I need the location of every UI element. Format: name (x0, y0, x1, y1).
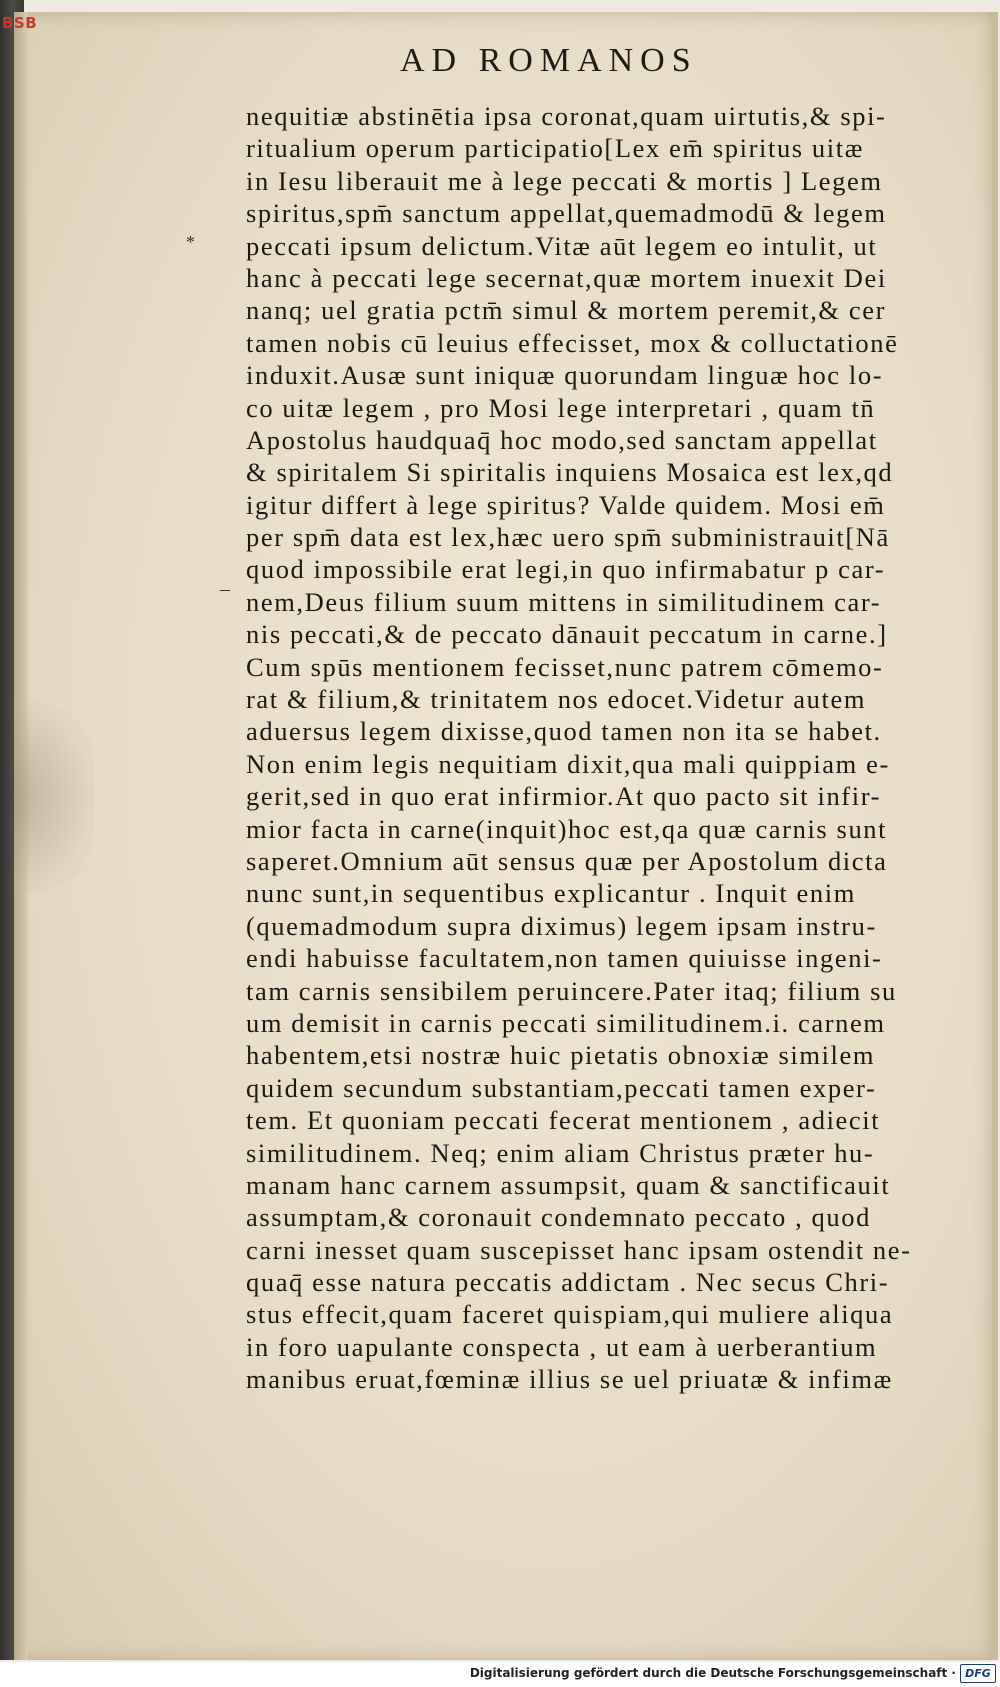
text-line: nequitiæ abstinētia ipsa coronat,quam uirtutis,& spi- (246, 101, 887, 131)
text-line: Apostolus haudquaq̄ hoc modo,sed sanctam appellat (246, 424, 878, 455)
text-line: manibus eruat,fœminæ illius se uel priuatæ & infimæ (246, 1364, 893, 1395)
text-line: mior facta in carne(inquit)hoc est,qa quæ carnis sunt (246, 813, 888, 844)
text-line: rat & filium,& trinitatem nos edocet.Videtur autem (246, 684, 867, 715)
text-line: endi habuisse facultatem,non tamen quiuisse ingeni- (246, 943, 883, 974)
library-mark: BSB (2, 14, 38, 32)
text-line: per spm̄ data est lex,hæc uero spm̄ subministrauit[Nā (246, 522, 890, 553)
text-line: (quemadmodum supra diximus) legem ipsam instru- (246, 910, 877, 941)
text-line: tem. Et quoniam peccati fecerat mentionem , adiecit (246, 1105, 881, 1136)
text-line: um demisit in carnis peccati similitudinem.i. carnem (246, 1007, 886, 1038)
text-line: habentem,etsi nostræ huic pietatis obnoxiæ similem (246, 1040, 876, 1071)
text-line: nanq; uel gratia pctm̄ simul & mortem peremit,& cer (246, 295, 887, 326)
text-line: similitudinem. Neq; enim aliam Christus præter hu- (246, 1137, 875, 1168)
text-line: peccati ipsum delictum.Vitæ aūt legem eo intulit, ut (246, 230, 878, 261)
text-line: nis peccati,& de peccato dānauit peccatum in carne.] (246, 619, 888, 650)
text-line: co uitæ legem , pro Mosi lege interpretari , quam tn̄ (246, 392, 876, 423)
text-line: quidem secundum substantiam,peccati tamen exper- (246, 1072, 877, 1103)
text-line: Cum spūs mentionem fecisset,nunc patrem cōmemo- (246, 651, 884, 682)
text-line: & spiritalem Si spiritalis inquiens Mosaica est lex,qd (246, 457, 894, 488)
text-line: tam carnis sensibilem peruincere.Pater itaq; filium su (246, 975, 897, 1006)
margin-mark-icon: * (186, 232, 195, 252)
funding-credit: Digitalisierung gefördert durch die Deutsche Forschungsgemeinschaft · (469, 1666, 956, 1680)
text-line: assumptam,& coronauit condemnato peccato , quod (246, 1202, 871, 1233)
text-line: nunc sunt,in sequentibus explicantur . Inquit enim (246, 878, 856, 909)
margin-dash-icon: – (220, 578, 230, 600)
text-line: induxit.Ausæ sunt iniquæ quorundam linguæ hoc lo- (246, 360, 884, 391)
text-line: tamen nobis cū leuius effecisset, mox & colluctationē (246, 327, 899, 358)
text-line: in Iesu liberauit me à lege peccati & mortis ] Legem (246, 165, 883, 196)
page-fold-shadow (14, 702, 94, 892)
dfg-logo-icon: DFG (960, 1664, 996, 1683)
text-line: in foro uapulante conspecta , ut eam à uerberantium (246, 1331, 878, 1362)
text-line: nem,Deus filium suum mittens in similitudinem car- (246, 586, 882, 617)
text-line: aduersus legem dixisse,quod tamen non ita se habet. (246, 716, 882, 747)
text-line: carni inesset quam suscepisset hanc ipsam ostendit ne- (246, 1234, 912, 1265)
text-line: saperet.Omnium aūt sensus quæ per Apostolum dicta (246, 845, 888, 876)
text-line: stus effecit,quam faceret quispiam,qui muliere aliqua (246, 1299, 894, 1330)
text-line: gerit,sed in quo erat infirmior.At quo pacto sit infir- (246, 781, 882, 812)
text-line: ritualium operum participatio[Lex em̄ spiritus uitæ (246, 133, 864, 164)
text-line: spiritus,spm̄ sanctum appellat,quemadmodū & legem (246, 198, 887, 229)
text-line: igitur differt à lege spiritus? Valde quidem. Mosi em̄ (246, 489, 886, 520)
text-line: Non enim legis nequitiam dixit,qua mali quippiam e- (246, 748, 890, 779)
body-text (246, 100, 936, 1396)
running-head: AD ROMANOS (400, 42, 698, 79)
text-line: manam hanc carnem assumpsit, quam & sanctificauit (246, 1169, 891, 1200)
text-line: hanc à peccati lege secernat,quæ mortem inuexit Dei (246, 262, 887, 293)
text-line: quaq̄ esse natura peccatis addictam . Nec secus Chri- (246, 1267, 890, 1298)
text-line: quod impossibile erat legi,in quo infirmabatur p car- (246, 554, 886, 585)
